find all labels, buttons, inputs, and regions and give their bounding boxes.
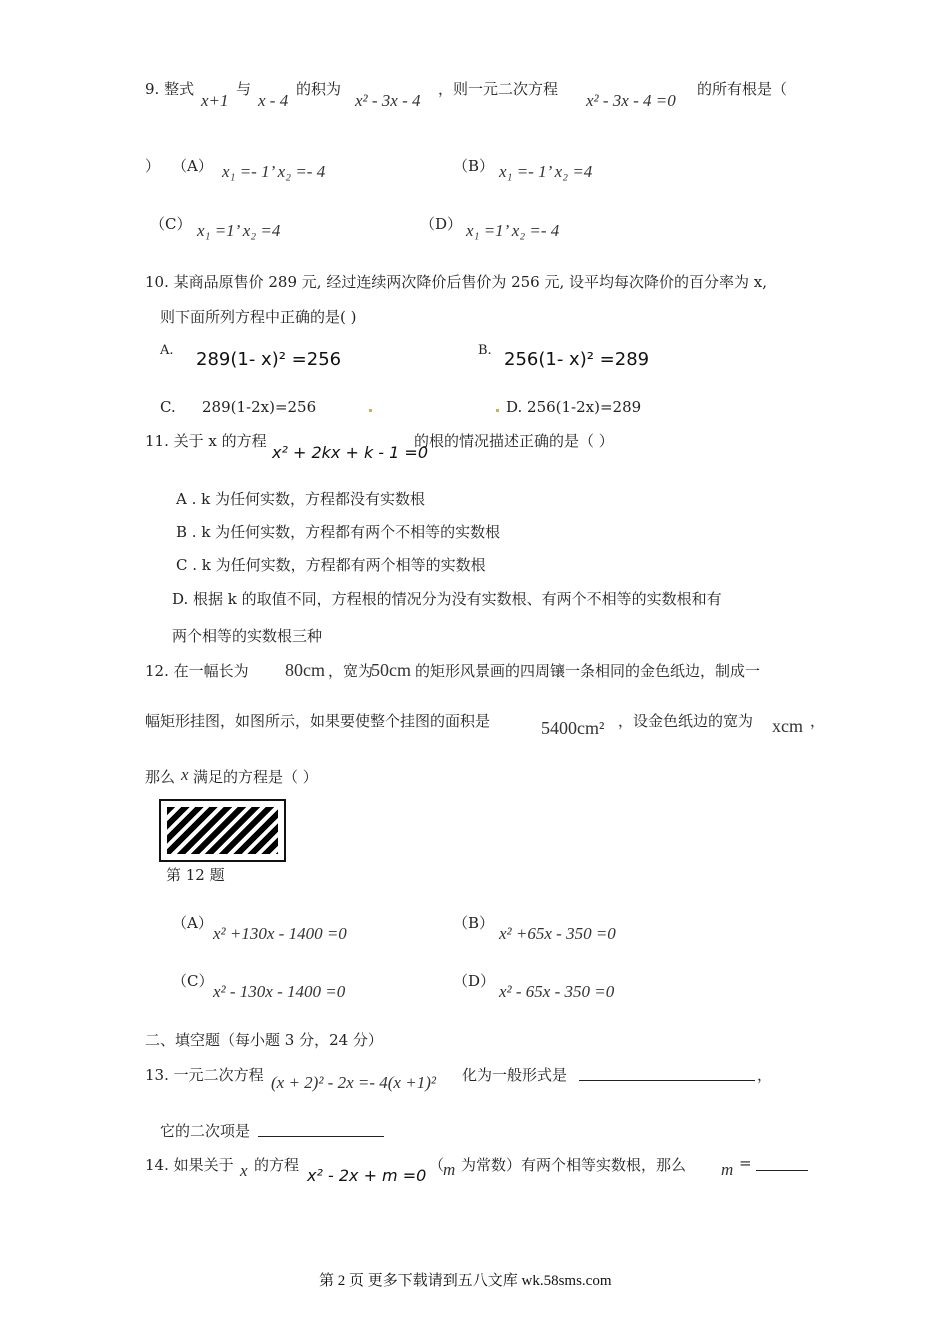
- q9-equation: x² - 3x - 4 =0: [586, 91, 676, 110]
- q12-area: 5400cm²: [541, 718, 605, 738]
- q12-option-a-label: （A）: [172, 914, 213, 932]
- q9-product: x² - 3x - 4: [355, 91, 421, 110]
- framed-picture-figure: [159, 799, 286, 862]
- q11-equation: x² + 2kx + k - 1 =0: [272, 443, 429, 462]
- q12-line2: 幅矩形挂图，如图所示，如果要使整个挂图的面积是: [145, 712, 491, 730]
- q12-option-b-label: （B）: [453, 914, 495, 932]
- q12-line2b: ，设金色纸边的宽为: [618, 712, 754, 730]
- q13-lead: 13. 一元二次方程: [145, 1066, 264, 1084]
- q10-option-a: 289(1- x)² =256: [196, 349, 342, 370]
- q12-option-b: x² +65x - 350 =0: [499, 924, 616, 943]
- q12-part2: ，宽为: [328, 662, 374, 680]
- q10-option-c: 289(1-2x)=256: [202, 398, 317, 416]
- q11-option-b: B . k 为任何实数，方程都有两个不相等的实数根: [176, 523, 501, 541]
- q12-line3a: 那么: [145, 768, 176, 786]
- q12-width: 50cm: [371, 660, 411, 680]
- q12-option-c-label: （C）: [172, 972, 214, 990]
- q9-close: ）: [145, 157, 161, 175]
- q14-m: m: [443, 1160, 456, 1179]
- q9-option-c-label: （C）: [150, 215, 192, 233]
- q12-part1: 12. 在一幅长为: [145, 662, 249, 680]
- q9-option-c: x₁ =1’ x₂ =4: [197, 221, 281, 240]
- q12-option-a: x² +130x - 1400 =0: [213, 924, 347, 943]
- stray-dot: [496, 409, 499, 412]
- q13-comma: ，: [757, 1066, 773, 1084]
- q14-tail: 为常数）有两个相等实数根，那么: [461, 1156, 687, 1174]
- q10-line2: 则下面所列方程中正确的是( ): [160, 308, 357, 326]
- q10-option-c-label: C.: [160, 398, 176, 416]
- q11-lead: 11. 关于 x 的方程: [145, 432, 267, 450]
- q9-option-a-label: （A）: [172, 157, 213, 175]
- q12-option-d: x² - 65x - 350 =0: [499, 982, 615, 1001]
- q12-option-c: x² - 130x - 1400 =0: [213, 982, 346, 1001]
- q14-answer-blank[interactable]: [756, 1156, 808, 1171]
- q12-length: 80cm: [285, 660, 325, 680]
- q14-x: x: [240, 1161, 248, 1180]
- q13-equation: (x + 2)² - 2x =- 4(x +1)²: [271, 1073, 436, 1092]
- q11-option-c: C . k 为任何实数，方程都有两个相等的实数根: [176, 556, 486, 574]
- q10-option-b: 256(1- x)² =289: [504, 349, 650, 370]
- q9-expr2: x - 4: [258, 91, 289, 110]
- q12-x: x: [181, 765, 189, 784]
- q13-answer-blank[interactable]: [579, 1066, 755, 1081]
- q14-equation: x² - 2x + m =0: [307, 1166, 427, 1185]
- q12-xcm: xcm: [772, 716, 803, 736]
- q12-part3: 的矩形风景画的四周镶一条相同的金色纸边，制成一: [415, 662, 761, 680]
- q13-line2: 它的二次项是: [160, 1122, 251, 1140]
- q13-quadratic-term-blank[interactable]: [258, 1122, 384, 1137]
- q11-tail: 的根的情况描述正确的是（ ）: [414, 432, 614, 450]
- q9-lead: 9. 整式: [145, 80, 195, 98]
- q9-option-a: x₁ =- 1’ x₂ =- 4: [222, 162, 326, 181]
- q12-option-d-label: （D）: [453, 972, 496, 990]
- q14-open: （: [429, 1156, 445, 1174]
- q9-option-b: x₁ =- 1’ x₂ =4: [499, 162, 593, 181]
- q11-option-d-line1: D. 根据 k 的取值不同，方程根的情况分为没有实数根、有两个不相等的实数根和有: [172, 590, 722, 608]
- q9-option-d: x₁ =1’ x₂ =- 4: [466, 221, 560, 240]
- q9-tail: 的所有根是（: [697, 80, 788, 98]
- q9-expr1: x+1: [201, 91, 229, 110]
- q10-line1: 10. 某商品原售价 289 元, 经过连续两次降价后售价为 256 元, 设平均每次降价的百分率为 x,: [145, 273, 768, 291]
- q9-then: ，则一元二次方程: [438, 80, 559, 98]
- q13-tail: 化为一般形式是: [462, 1066, 568, 1084]
- q11-option-d-line2: 两个相等的实数根三种: [172, 627, 323, 645]
- figure-caption: 第 12 题: [166, 866, 225, 884]
- q14-m2: m: [721, 1160, 734, 1179]
- q10-option-b-label: B.: [478, 343, 492, 358]
- q9-option-d-label: （D）: [420, 215, 463, 233]
- q12-comma: ，: [810, 712, 826, 730]
- hatched-picture: [167, 807, 278, 854]
- q12-line3b: 满足的方程是（ ）: [193, 768, 318, 786]
- page-footer: 第 2 页 更多下载请到五八文库 wk.58sms.com: [319, 1273, 612, 1289]
- q10-option-d: D. 256(1-2x)=289: [506, 398, 642, 416]
- q9-product-label: 的积为: [296, 80, 342, 98]
- stray-dot: [369, 409, 372, 412]
- q14-mid: 的方程: [254, 1156, 300, 1174]
- q14-lead: 14. 如果关于: [145, 1156, 234, 1174]
- q14-equals: =: [739, 1154, 752, 1172]
- q10-option-a-label: A.: [160, 343, 174, 358]
- q11-option-a: A . k 为任何实数，方程都没有实数根: [176, 490, 425, 508]
- section-heading: 二、填空题（每小题 3 分，24 分）: [145, 1031, 383, 1049]
- q9-with: 与: [236, 80, 252, 98]
- q9-option-b-label: （B）: [453, 157, 495, 175]
